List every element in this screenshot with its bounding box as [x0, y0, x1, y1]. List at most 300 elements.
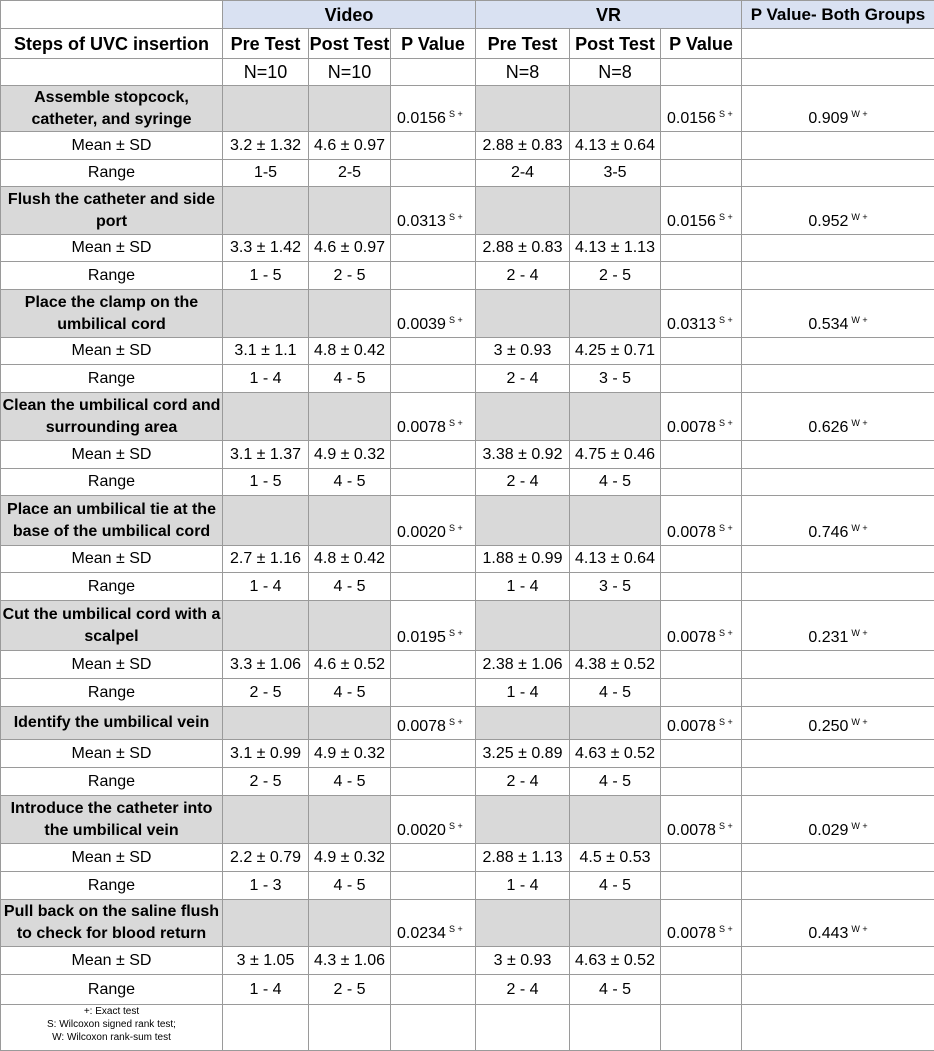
video-post-mean-text: 4.8 ± 0.42	[314, 342, 385, 359]
p-both-sub-header	[742, 29, 934, 59]
vr-p-blank	[661, 975, 742, 1005]
video-pre-range-text: 1 - 3	[249, 877, 281, 894]
step-title-row	[1, 86, 934, 132]
vr-post-mean-text: 4.13 ± 1.13	[575, 239, 655, 256]
mean-sd-row	[1, 844, 934, 872]
vr-post-header: Post Test	[570, 29, 661, 59]
range-label-text: Range	[88, 578, 135, 595]
vr-p-blank	[661, 740, 742, 768]
step-vr-p-value-text: 0.0313	[667, 316, 716, 333]
mean-sd-row	[1, 132, 934, 160]
video-pre-mean-text: 3 ± 1.05	[237, 952, 295, 969]
step-vr-post-blank	[570, 290, 661, 338]
legend-sum: W: Wilcoxon rank-sum test	[1, 1031, 222, 1044]
range-label	[1, 469, 223, 496]
vr-p-blank	[661, 235, 742, 262]
step-video-pre-blank	[223, 707, 309, 740]
step-title-row	[1, 707, 934, 740]
step-vr-p-value-test-marker: S +	[719, 418, 733, 428]
video-post-range	[309, 262, 391, 290]
step-title-text: Flush the catheter and side port	[8, 191, 215, 230]
video-group-header: Video	[223, 1, 476, 29]
both-p-blank	[742, 872, 934, 900]
video-p-blank	[391, 651, 476, 679]
step-video-p-value-test-marker: S +	[449, 523, 463, 533]
column-header-row	[1, 29, 934, 59]
vr-pre-range	[476, 573, 570, 601]
vr-p-blank	[661, 262, 742, 290]
vr-post-range	[570, 365, 661, 393]
video-post-range-text: 4 - 5	[333, 684, 365, 701]
video-post-mean	[309, 651, 391, 679]
step-title	[1, 290, 223, 338]
mean-sd-label	[1, 740, 223, 768]
video-post-range-text: 2 - 5	[333, 981, 365, 998]
range-label	[1, 872, 223, 900]
step-vr-p-value-test-marker: S +	[719, 628, 733, 638]
video-p-blank	[391, 546, 476, 573]
range-row	[1, 679, 934, 707]
step-title-text: Place the clamp on the umbilical cord	[25, 294, 198, 333]
video-post-range-text: 4 - 5	[333, 877, 365, 894]
video-pre-range	[223, 573, 309, 601]
vr-post-mean	[570, 651, 661, 679]
vr-p-blank	[661, 768, 742, 796]
both-p-blank	[742, 679, 934, 707]
legend-signed: S: Wilcoxon signed rank test;	[1, 1018, 222, 1031]
step-vr-p-value-test-marker: S +	[719, 212, 733, 222]
video-pre-mean	[223, 947, 309, 975]
step-vr-p-value-test-marker: S +	[719, 315, 733, 325]
video-post-range	[309, 679, 391, 707]
step-vr-p-value-text: 0.0078	[667, 524, 716, 541]
legend-blank	[223, 1005, 309, 1051]
mean-sd-label	[1, 546, 223, 573]
video-p-header: P Value	[391, 29, 476, 59]
vr-post-range-text: 3 - 5	[599, 578, 631, 595]
mean-sd-label	[1, 338, 223, 365]
video-pre-mean	[223, 132, 309, 160]
step-both-p-value	[742, 796, 934, 844]
both-p-blank	[742, 947, 934, 975]
step-vr-p-value-text: 0.0078	[667, 718, 716, 735]
step-vr-p-value	[661, 496, 742, 546]
vr-post-mean-text: 4.38 ± 0.52	[575, 656, 655, 673]
step-vr-p-value-text: 0.0078	[667, 629, 716, 646]
step-vr-p-value-test-marker: S +	[719, 924, 733, 934]
step-both-p-value-text: 0.909	[808, 110, 848, 127]
step-title	[1, 86, 223, 132]
step-both-p-value	[742, 393, 934, 441]
step-vr-pre-blank	[476, 707, 570, 740]
vr-pre-mean-text: 2.88 ± 0.83	[483, 137, 563, 154]
legend-blank	[476, 1005, 570, 1051]
blank-header-cell	[1, 1, 223, 29]
vr-post-mean	[570, 844, 661, 872]
step-vr-pre-blank	[476, 601, 570, 651]
mean-sd-label	[1, 651, 223, 679]
step-vr-pre-blank	[476, 187, 570, 235]
vr-pre-mean-text: 2.88 ± 0.83	[483, 239, 563, 256]
video-post-mean-text: 4.9 ± 0.32	[314, 745, 385, 762]
step-vr-p-value	[661, 796, 742, 844]
step-vr-p-value-test-marker: S +	[719, 523, 733, 533]
video-pre-range	[223, 469, 309, 496]
step-title-row	[1, 496, 934, 546]
video-pre-mean	[223, 235, 309, 262]
vr-pre-mean-text: 2.38 ± 1.06	[483, 656, 563, 673]
video-pre-mean	[223, 546, 309, 573]
video-post-mean	[309, 235, 391, 262]
vr-post-mean	[570, 947, 661, 975]
range-row	[1, 573, 934, 601]
vr-post-mean	[570, 546, 661, 573]
video-post-mean-text: 4.6 ± 0.97	[314, 239, 385, 256]
step-video-p-value-test-marker: S +	[449, 628, 463, 638]
step-video-p-value	[391, 86, 476, 132]
step-vr-post-blank	[570, 496, 661, 546]
mean-sd-label-text: Mean ± SD	[72, 745, 152, 762]
step-video-p-value	[391, 496, 476, 546]
video-post-range-text: 2-5	[338, 164, 361, 181]
step-title	[1, 496, 223, 546]
video-post-range	[309, 975, 391, 1005]
vr-p-blank	[661, 441, 742, 469]
step-video-pre-blank	[223, 796, 309, 844]
both-p-blank	[742, 844, 934, 872]
vr-p-blank	[661, 947, 742, 975]
legend-blank	[742, 1005, 934, 1051]
video-post-mean	[309, 947, 391, 975]
step-both-p-value-text: 0.534	[808, 316, 848, 333]
step-both-p-value-test-marker: W +	[851, 717, 867, 727]
video-p-blank	[391, 679, 476, 707]
step-video-p-value-test-marker: S +	[449, 418, 463, 428]
step-both-p-value-test-marker: W +	[851, 212, 867, 222]
step-vr-post-blank	[570, 796, 661, 844]
both-p-blank	[742, 469, 934, 496]
step-video-p-value	[391, 187, 476, 235]
vr-post-range-text: 3-5	[603, 164, 626, 181]
vr-pre-range	[476, 679, 570, 707]
vr-pre-n: N=8	[476, 59, 570, 86]
video-p-blank	[391, 441, 476, 469]
step-vr-p-value-test-marker: S +	[719, 717, 733, 727]
vr-post-mean-text: 4.75 ± 0.46	[575, 446, 655, 463]
vr-post-n: N=8	[570, 59, 661, 86]
video-p-blank	[391, 740, 476, 768]
video-p-blank	[391, 947, 476, 975]
step-video-p-value-text: 0.0078	[397, 718, 446, 735]
legend-exact: +: Exact test	[1, 1005, 222, 1018]
vr-pre-mean	[476, 132, 570, 160]
step-both-p-value-test-marker: W +	[851, 109, 867, 119]
vr-pre-mean-text: 3 ± 0.93	[494, 342, 552, 359]
vr-post-mean	[570, 235, 661, 262]
step-video-p-value	[391, 290, 476, 338]
step-vr-p-value-text: 0.0156	[667, 110, 716, 127]
step-video-p-value-text: 0.0156	[397, 110, 446, 127]
step-video-p-value	[391, 707, 476, 740]
vr-post-range-text: 3 - 5	[599, 370, 631, 387]
vr-pre-range-text: 2 - 4	[506, 773, 538, 790]
vr-pre-mean-text: 3.25 ± 0.89	[483, 745, 563, 762]
video-p-blank	[391, 160, 476, 187]
step-title	[1, 796, 223, 844]
step-video-post-blank	[309, 796, 391, 844]
step-video-pre-blank	[223, 393, 309, 441]
vr-post-range-text: 4 - 5	[599, 981, 631, 998]
step-both-p-value-text: 0.231	[808, 629, 848, 646]
video-p-blank	[391, 132, 476, 160]
vr-pre-mean-text: 1.88 ± 0.99	[483, 550, 563, 567]
vr-post-mean-text: 4.63 ± 0.52	[575, 745, 655, 762]
vr-pre-header: Pre Test	[476, 29, 570, 59]
range-row	[1, 469, 934, 496]
step-both-p-value	[742, 900, 934, 947]
step-vr-pre-blank	[476, 796, 570, 844]
video-pre-mean-text: 3.2 ± 1.32	[230, 137, 301, 154]
vr-post-mean-text: 4.13 ± 0.64	[575, 137, 655, 154]
vr-post-mean	[570, 132, 661, 160]
vr-post-mean-text: 4.63 ± 0.52	[575, 952, 655, 969]
video-p-n-blank	[391, 59, 476, 86]
mean-sd-label-text: Mean ± SD	[72, 952, 152, 969]
video-pre-mean-text: 3.1 ± 1.37	[230, 446, 301, 463]
step-video-post-blank	[309, 900, 391, 947]
mean-sd-row	[1, 546, 934, 573]
step-title-text: Pull back on the saline flush to check for blood return	[4, 903, 219, 942]
mean-sd-row	[1, 338, 934, 365]
vr-pre-range-text: 2 - 4	[506, 473, 538, 490]
step-title-row	[1, 393, 934, 441]
vr-pre-mean	[476, 338, 570, 365]
video-pre-mean-text: 2.7 ± 1.16	[230, 550, 301, 567]
step-vr-pre-blank	[476, 496, 570, 546]
step-vr-post-blank	[570, 900, 661, 947]
video-pre-range-text: 1 - 4	[249, 578, 281, 595]
vr-pre-mean	[476, 235, 570, 262]
range-row	[1, 160, 934, 187]
vr-pre-range-text: 1 - 4	[506, 684, 538, 701]
video-post-range-text: 4 - 5	[333, 773, 365, 790]
step-video-pre-blank	[223, 290, 309, 338]
range-label-text: Range	[88, 267, 135, 284]
vr-post-range	[570, 573, 661, 601]
step-title-text: Identify the umbilical vein	[14, 714, 210, 731]
mean-sd-label-text: Mean ± SD	[72, 656, 152, 673]
steps-header: Steps of UVC insertion	[1, 29, 223, 59]
video-post-mean-text: 4.3 ± 1.06	[314, 952, 385, 969]
vr-post-mean-text: 4.5 ± 0.53	[579, 849, 650, 866]
vr-post-mean-text: 4.25 ± 0.71	[575, 342, 655, 359]
legend-blank	[309, 1005, 391, 1051]
vr-group-header: VR	[476, 1, 742, 29]
both-p-blank	[742, 768, 934, 796]
vr-p-header: P Value	[661, 29, 742, 59]
video-pre-mean-text: 3.3 ± 1.06	[230, 656, 301, 673]
both-p-blank	[742, 132, 934, 160]
step-vr-pre-blank	[476, 900, 570, 947]
step-title-text: Introduce the catheter into the umbilical vein	[11, 800, 213, 839]
step-vr-p-value	[661, 393, 742, 441]
step-title-text: Place an umbilical tie at the base of the umbilical cord	[7, 501, 216, 540]
mean-sd-label-text: Mean ± SD	[72, 446, 152, 463]
step-both-p-value	[742, 187, 934, 235]
video-post-n: N=10	[309, 59, 391, 86]
video-pre-mean	[223, 651, 309, 679]
vr-pre-range-text: 2-4	[511, 164, 534, 181]
vr-p-blank	[661, 338, 742, 365]
video-pre-mean-text: 3.3 ± 1.42	[230, 239, 301, 256]
step-vr-p-value	[661, 707, 742, 740]
vr-post-range	[570, 975, 661, 1005]
video-pre-mean	[223, 441, 309, 469]
step-title	[1, 900, 223, 947]
steps-body	[1, 86, 934, 1005]
video-post-range-text: 4 - 5	[333, 578, 365, 595]
vr-p-n-blank	[661, 59, 742, 86]
video-p-blank	[391, 235, 476, 262]
step-video-post-blank	[309, 707, 391, 740]
video-p-blank	[391, 975, 476, 1005]
step-vr-post-blank	[570, 187, 661, 235]
range-label-text: Range	[88, 370, 135, 387]
video-pre-mean-text: 3.1 ± 0.99	[230, 745, 301, 762]
step-video-pre-blank	[223, 601, 309, 651]
range-row	[1, 365, 934, 393]
vr-post-range-text: 4 - 5	[599, 473, 631, 490]
video-post-mean-text: 4.6 ± 0.97	[314, 137, 385, 154]
step-both-p-value-test-marker: W +	[851, 315, 867, 325]
step-both-p-value-text: 0.952	[808, 213, 848, 230]
n-row	[1, 59, 934, 86]
range-label	[1, 160, 223, 187]
step-video-p-value-test-marker: S +	[449, 212, 463, 222]
step-video-pre-blank	[223, 187, 309, 235]
step-both-p-value	[742, 707, 934, 740]
video-pre-range	[223, 872, 309, 900]
step-vr-post-blank	[570, 393, 661, 441]
range-row	[1, 975, 934, 1005]
step-title-text: Clean the umbilical cord and surrounding area	[3, 397, 221, 436]
mean-sd-label	[1, 947, 223, 975]
step-title	[1, 393, 223, 441]
step-video-p-value-test-marker: S +	[449, 717, 463, 727]
step-vr-p-value-test-marker: S +	[719, 109, 733, 119]
both-p-blank	[742, 573, 934, 601]
vr-post-range	[570, 160, 661, 187]
mean-sd-row	[1, 740, 934, 768]
step-both-p-value-text: 0.029	[808, 822, 848, 839]
video-pre-range-text: 2 - 5	[249, 684, 281, 701]
step-video-p-value-text: 0.0078	[397, 419, 446, 436]
mean-sd-label-text: Mean ± SD	[72, 239, 152, 256]
step-title-row	[1, 796, 934, 844]
step-title-text: Assemble stopcock, catheter, and syringe	[31, 89, 191, 128]
video-pre-mean	[223, 844, 309, 872]
step-video-p-value-test-marker: S +	[449, 821, 463, 831]
vr-pre-range	[476, 160, 570, 187]
step-video-p-value-text: 0.0195	[397, 629, 446, 646]
vr-pre-range	[476, 768, 570, 796]
mean-sd-label	[1, 441, 223, 469]
range-label-text: Range	[88, 164, 135, 181]
video-post-mean-text: 4.9 ± 0.32	[314, 849, 385, 866]
range-label	[1, 768, 223, 796]
video-post-range-text: 2 - 5	[333, 267, 365, 284]
video-p-blank	[391, 573, 476, 601]
step-video-p-value	[391, 393, 476, 441]
vr-pre-mean	[476, 651, 570, 679]
step-video-p-value	[391, 601, 476, 651]
step-vr-post-blank	[570, 601, 661, 651]
vr-post-range-text: 4 - 5	[599, 877, 631, 894]
mean-sd-label	[1, 132, 223, 160]
both-p-blank	[742, 365, 934, 393]
video-post-range	[309, 872, 391, 900]
video-post-mean	[309, 338, 391, 365]
step-vr-pre-blank	[476, 393, 570, 441]
step-video-p-value	[391, 796, 476, 844]
legend-blank	[661, 1005, 742, 1051]
video-pre-range	[223, 160, 309, 187]
video-pre-n: N=10	[223, 59, 309, 86]
step-title-row	[1, 187, 934, 235]
step-vr-p-value	[661, 187, 742, 235]
video-pre-mean	[223, 338, 309, 365]
vr-post-mean	[570, 338, 661, 365]
step-title-row	[1, 290, 934, 338]
video-pre-range-text: 1 - 4	[249, 981, 281, 998]
video-p-blank	[391, 872, 476, 900]
step-vr-pre-blank	[476, 290, 570, 338]
video-post-range	[309, 768, 391, 796]
range-row	[1, 872, 934, 900]
video-pre-range-text: 1 - 5	[249, 267, 281, 284]
both-p-blank	[742, 262, 934, 290]
step-vr-p-value-test-marker: S +	[719, 821, 733, 831]
step-video-p-value-text: 0.0039	[397, 316, 446, 333]
both-p-blank	[742, 740, 934, 768]
both-p-blank	[742, 546, 934, 573]
step-video-p-value-text: 0.0234	[397, 925, 446, 942]
vr-pre-range-text: 2 - 4	[506, 981, 538, 998]
step-both-p-value	[742, 290, 934, 338]
vr-post-mean	[570, 740, 661, 768]
step-both-p-value-text: 0.443	[808, 925, 848, 942]
vr-pre-mean	[476, 947, 570, 975]
video-p-blank	[391, 768, 476, 796]
vr-pre-range	[476, 975, 570, 1005]
step-both-p-value-test-marker: W +	[851, 924, 867, 934]
vr-pre-range-text: 1 - 4	[506, 877, 538, 894]
vr-post-range	[570, 469, 661, 496]
step-vr-p-value-text: 0.0078	[667, 925, 716, 942]
step-video-p-value-text: 0.0020	[397, 822, 446, 839]
vr-pre-mean	[476, 740, 570, 768]
vr-pre-mean-text: 2.88 ± 1.13	[483, 849, 563, 866]
video-post-range	[309, 469, 391, 496]
legend-row	[1, 1005, 934, 1051]
vr-p-blank	[661, 651, 742, 679]
step-video-post-blank	[309, 86, 391, 132]
mean-sd-row	[1, 235, 934, 262]
vr-pre-mean	[476, 546, 570, 573]
video-post-mean-text: 4.6 ± 0.52	[314, 656, 385, 673]
step-video-pre-blank	[223, 496, 309, 546]
step-video-p-value-text: 0.0313	[397, 213, 446, 230]
